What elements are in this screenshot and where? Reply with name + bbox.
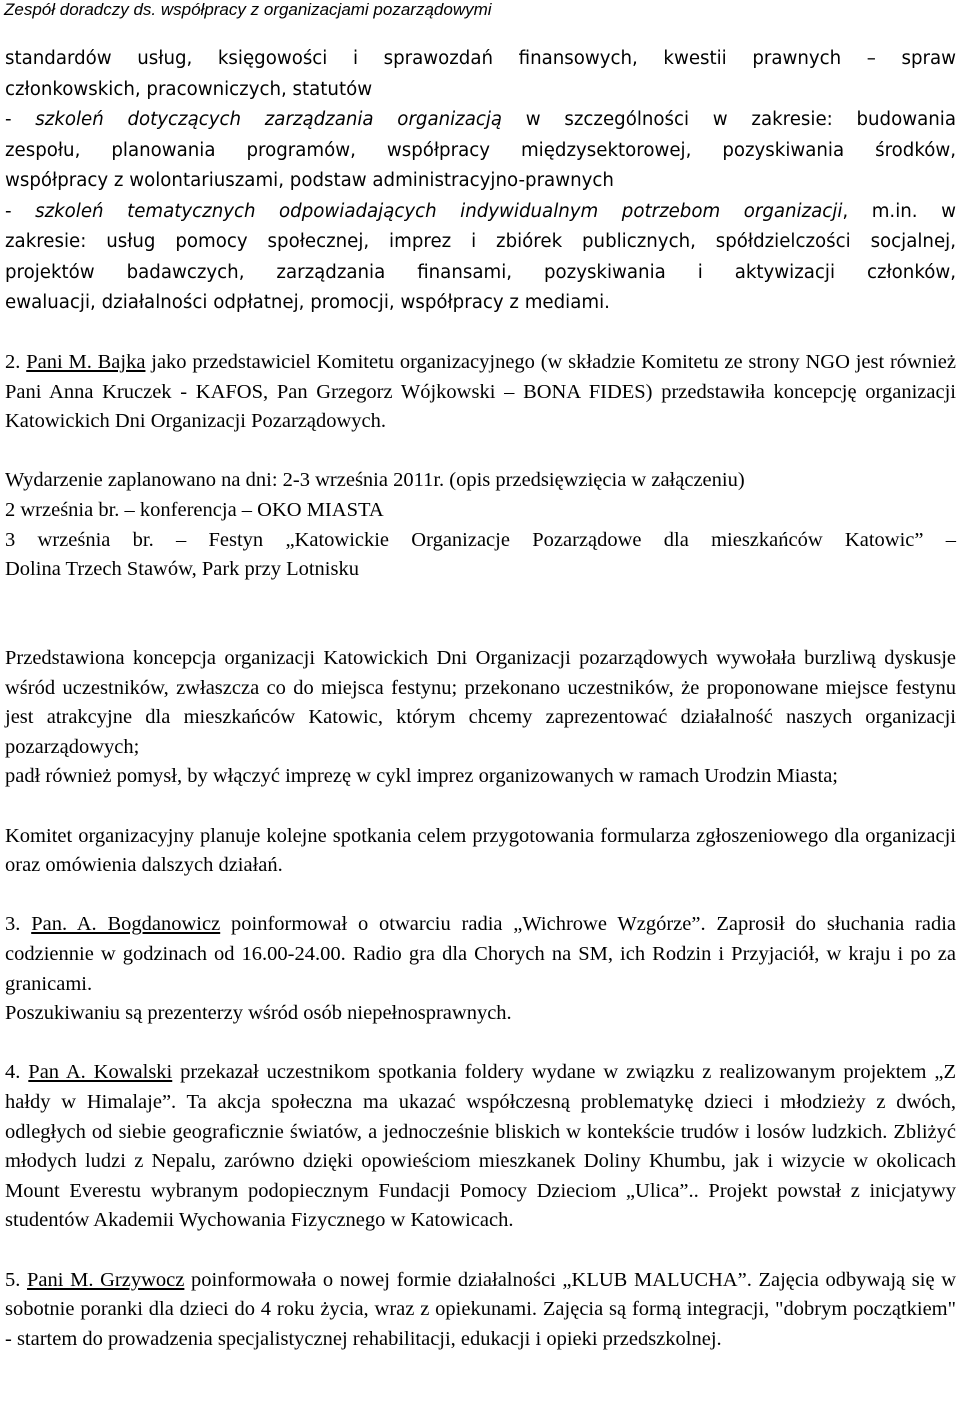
text-line: zakresie: usług pomocy społecznej, imprez i zbiórek publicznych, spółdzielczości socjalnej, <box>5 231 956 252</box>
concept-paragraph: Przedstawiona koncepcja organizacji Katowickich Dni Organizacji pozarządowych wywołała burzliwą dyskusje wśród uczestników, zwłaszcza co do miejsca festynu; przekonano uczestników, że proponowane miejsce festynu jest atrakcyjne dla mieszkańców Katowic, którym chcemy zaprezentować działalność naszych organizacji pozarządowych; <box>5 647 956 758</box>
item-5-paragraph: 5. Pani M. Grzywocz poinformowała o nowej formie działalności „KLUB MALUCHA”. Zajęcia odbywają się w sobotnie poranki dla dzieci do 4 roku życia, wraz z opiekunami. Zajęcia są formą integracji, "dobrym początkiem" - startem do prowadzenia specjalistycznej rehabilitacji, edukacji i opieki przedszkolnej. <box>5 1268 957 1350</box>
committee-paragraph: Komitet organizacyjny planuje kolejne spotkania celem przygotowania formularza zgłoszeniowego dla organizacji oraz omówienia dalszych działań. <box>5 824 956 877</box>
speaker-name: Pan. A. Bogdanowicz <box>31 913 221 936</box>
item-3-note: Poszukiwaniu są prezenterzy wśród osób niepełnosprawnych. <box>5 1002 512 1025</box>
text-line: - szkoleń dotyczących zarządzania organizacją w szczególności w zakresie: budowania <box>5 109 956 130</box>
event-line: Dolina Trzech Stawów, Park przy Lotnisku <box>5 558 359 581</box>
event-line: 3 września br. – Festyn „Katowickie Organizacje Pozarządowe dla mieszkańców Katowic” – <box>5 528 956 551</box>
speaker-name: Pani M. Grzywocz <box>27 1268 185 1291</box>
text-line: członkowskich, pracowniczych, statutów <box>5 78 373 100</box>
text-line: ewaluacji, działalności odpłatnej, promocji, współpracy z mediami. <box>5 292 610 313</box>
text-line: zespołu, planowania programów, współpracy międzysektorowej, pozyskiwania środków, <box>5 139 956 161</box>
event-line: 2 września br. – konferencja – OKO MIASTA <box>5 499 384 522</box>
text-line: - szkoleń tematycznych odpowiadających indywidualnym potrzebom organizacji, m.in. w <box>5 200 956 222</box>
emphasis-text: szkoleń dotyczących zarządzania organizacją <box>35 109 503 130</box>
minutes-block <box>5 319 956 1355</box>
item-2-paragraph: 2. Pani M. Bajka jako przedstawiciel Komitetu organizacyjnego (w składzie Komitetu ze strony NGO jest również Pani Anna Kruczek - KAFOS, Pan Grzegorz Wójkowski – BONA FIDES) przedstawiła koncepcję organizacji Katowickich Dni Organizacji Pozarządowych. <box>5 351 957 433</box>
document-body <box>5 44 956 1354</box>
item-4-paragraph: 4. Pan A. Kowalski przekazał uczestnikom spotkania foldery wydane w związku z realizowanym projektem „Z hałdy w Himalaje”. Ta akcja społeczna ma ukazać współczesną problematykę dzieci i młodzieży z dwóch, odległych od siebie geograficznie światów, a jednocześnie bliskich w kontekście trudów i losów ludzkich. Zbliżyć młodych ludzi z Nepalu, zarówno dzięki opowieściom mieszkanek Doliny Khumbu, jak i wizycie w okolicach Mount Everestu wybranym podopiecznym Fundacji Pomocy Dzieciom „Ulica”.. Projekt powstał z inicjatywy studentów Akademii Wychowania Fizycznego w Katowicach. <box>5 1061 956 1232</box>
text-line: standardów usług, księgowości i sprawozdań finansowych, kwestii prawnych – spraw <box>5 48 956 69</box>
page-header: Zespół doradczy ds. współpracy z organizacjami pozarządowymi <box>4 0 492 19</box>
speaker-name: Pan A. Kowalski <box>28 1061 173 1084</box>
text-line: projektów badawczych, zarządzania finansami, pozyskiwania i aktywizacji członków, <box>5 261 956 283</box>
training-list-block <box>5 44 956 319</box>
text-line: współpracy z wolontariuszami, podstaw administracyjno-prawnych <box>5 170 614 191</box>
event-line: Wydarzenie zaplanowano na dni: 2-3 września 2011r. (opis przedsięwzięcia w załączeniu) <box>5 469 745 492</box>
emphasis-text: szkoleń tematycznych odpowiadających indywidualnym potrzebom organizacji <box>35 200 843 222</box>
speaker-name: Pani M. Bajka <box>26 351 146 374</box>
item-3-paragraph: 3. Pan. A. Bogdanowicz poinformował o otwarciu radia „Wichrowe Wzgórze”. Zaprosił do słuchania radia codziennie w godzinach od 16.00-24.00. Radio gra dla Chorych na SM, ich Rodzin i Przyjaciół, w kraju i po za granicami. <box>5 913 957 995</box>
concept-paragraph: padł również pomysł, by włączyć imprezę w cykl imprez organizowanych w ramach Urodzin Miasta; <box>5 765 839 788</box>
